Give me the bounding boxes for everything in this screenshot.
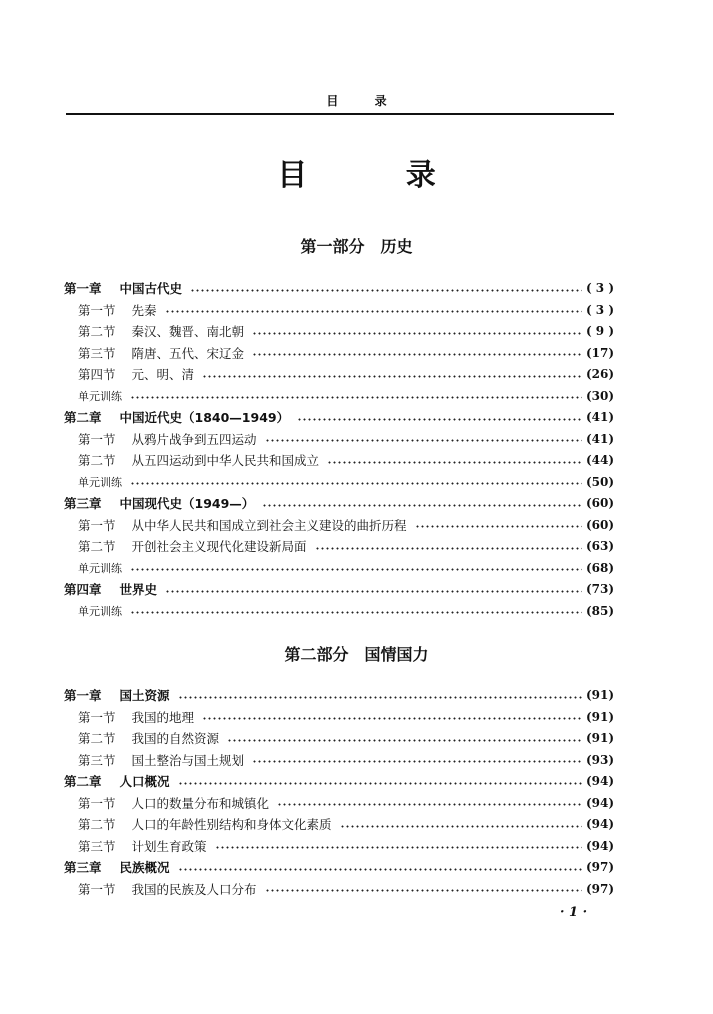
toc-entry-section[interactable] — [78, 836, 614, 856]
toc-entry-title: 单元训练 — [78, 389, 122, 403]
toc-entry-label: 第三节 — [78, 752, 116, 768]
toc-entry-title: 开创社会主义现代化建设新局面 — [131, 539, 307, 554]
toc-entry-label: 第一章 — [64, 688, 102, 703]
toc-entry-section[interactable] — [78, 300, 614, 320]
toc-entry-unit[interactable] — [78, 558, 614, 578]
toc-entry-page: (63) — [585, 539, 614, 553]
toc-entry-section[interactable] — [78, 707, 614, 727]
toc-entry-section[interactable] — [78, 793, 614, 813]
dot-leader — [277, 803, 582, 806]
toc-entry-label: 第三节 — [78, 345, 116, 361]
toc-entry-label: 第一节 — [78, 709, 116, 725]
dot-leader — [130, 568, 582, 571]
dot-leader — [165, 590, 582, 593]
toc-entry-title: 民族概况 — [119, 860, 170, 875]
dot-leader — [297, 418, 582, 421]
dot-leader — [315, 547, 582, 550]
part-title-text: 国情国力 — [364, 645, 429, 664]
toc-entry-title: 先秦 — [131, 302, 157, 318]
dot-leader — [215, 846, 582, 849]
part-heading-1 — [0, 234, 713, 257]
dot-leader — [165, 310, 582, 313]
dot-leader — [265, 439, 582, 442]
toc-entry-page: (93) — [585, 752, 614, 767]
toc-entry-page: (60) — [585, 496, 614, 510]
toc-entry-label: 第一章 — [64, 281, 102, 296]
toc-entry-page: (17) — [585, 345, 614, 360]
header-rule — [66, 113, 614, 115]
dot-leader — [178, 696, 582, 699]
toc-entry-title: 人口的年龄性别结构和身体文化素质 — [131, 817, 332, 832]
dot-leader — [202, 375, 582, 378]
toc-entry-title: 元、明、清 — [131, 367, 195, 382]
toc-entry-title: 从鸦片战争到五四运动 — [131, 431, 257, 447]
page-number: · 1 · — [560, 905, 588, 920]
toc-entry-page: (97) — [585, 881, 614, 896]
toc-entry-unit[interactable] — [78, 472, 614, 492]
toc-entry-label: 第一节 — [78, 431, 116, 447]
dot-leader — [265, 889, 582, 892]
toc-entry-title: 单元训练 — [78, 604, 122, 618]
toc-entry-title: 我国的民族及人口分布 — [131, 881, 257, 897]
toc-entry-section[interactable] — [78, 750, 614, 770]
toc-entry-section[interactable] — [78, 450, 614, 470]
toc-entry-unit[interactable] — [78, 386, 614, 406]
toc-entry-title: 国土整治与国土规划 — [131, 752, 245, 768]
toc-entry-label: 第一节 — [78, 302, 116, 318]
toc-entry-title: 单元训练 — [78, 561, 122, 575]
toc-entry-section[interactable] — [78, 515, 614, 535]
toc-entry-section[interactable] — [78, 536, 614, 556]
toc-entry-chapter[interactable] — [64, 771, 614, 791]
toc-entry-title: 隋唐、五代、宋辽金 — [131, 345, 245, 361]
toc-entry-page: (68) — [585, 560, 614, 575]
dot-leader — [178, 782, 582, 785]
toc-entry-section[interactable] — [78, 728, 614, 748]
toc-entry-label: 第一节 — [78, 795, 116, 811]
toc-entry-title: 从中华人民共和国成立到社会主义建设的曲折历程 — [131, 517, 407, 533]
toc-entry-section[interactable] — [78, 364, 614, 384]
running-head: 目 录 — [326, 94, 403, 108]
dot-leader — [227, 739, 582, 742]
toc-entry-page: (91) — [585, 731, 614, 745]
toc-entry-page: (44) — [585, 453, 614, 467]
toc-entry-chapter[interactable] — [64, 493, 614, 513]
dot-leader — [415, 525, 582, 528]
toc-entry-page: (91) — [585, 709, 614, 724]
toc-entry-label: 第三章 — [64, 496, 102, 511]
dot-leader — [252, 332, 582, 335]
toc-entry-label: 第一节 — [78, 881, 116, 897]
toc-entry-section[interactable] — [78, 321, 614, 341]
toc-entry-label: 第四节 — [78, 367, 116, 382]
dot-leader — [327, 461, 582, 464]
toc-entry-chapter[interactable] — [64, 579, 614, 599]
toc-entry-page: (94) — [585, 838, 614, 853]
toc-entry-page: (26) — [585, 367, 614, 381]
toc-entry-title: 单元训练 — [78, 475, 122, 489]
toc-entry-page: (50) — [585, 474, 614, 489]
toc-entry-title: 国土资源 — [119, 688, 170, 703]
toc-entry-label: 第一节 — [78, 517, 116, 533]
toc-entry-label: 第二章 — [64, 410, 102, 425]
toc-entry-page: (91) — [585, 688, 614, 702]
toc-entry-page: (97) — [585, 860, 614, 874]
toc-entry-title: 我国的地理 — [131, 709, 195, 725]
toc-entry-page: (41) — [585, 410, 614, 424]
dot-leader — [262, 504, 582, 507]
toc-entry-page: (85) — [585, 603, 614, 618]
toc-entry-label: 第二节 — [78, 324, 116, 339]
toc-entry-title: 人口的数量分布和城镇化 — [131, 795, 270, 811]
dot-leader — [130, 482, 582, 485]
toc-entry-section[interactable] — [78, 814, 614, 834]
toc-entry-label: 第二章 — [64, 774, 102, 789]
toc-entry-title: 人口概况 — [119, 774, 170, 789]
toc-entry-unit[interactable] — [78, 601, 614, 621]
part-label: 第一部分 — [300, 237, 365, 256]
part-label: 第二部分 — [284, 645, 349, 664]
toc-entry-page: (60) — [585, 517, 614, 532]
toc-entry-label: 第三章 — [64, 860, 102, 875]
toc-entry-label: 第三节 — [78, 838, 116, 854]
toc-entry-label: 第四章 — [64, 582, 102, 597]
toc-entry-page: (94) — [585, 817, 614, 831]
toc-entry-section[interactable] — [78, 343, 614, 363]
toc-entry-title: 中国古代史 — [119, 281, 183, 296]
toc-entry-label: 第二节 — [78, 731, 116, 746]
toc-entry-section[interactable] — [78, 429, 614, 449]
dot-leader — [252, 760, 582, 763]
toc-entry-label: 第二节 — [78, 453, 116, 468]
toc-entry-chapter[interactable] — [64, 278, 614, 298]
dot-leader — [130, 396, 582, 399]
toc-entry-chapter[interactable] — [64, 407, 614, 427]
toc-entry-page: (73) — [585, 582, 614, 596]
dot-leader — [130, 611, 582, 614]
toc-entry-page: (94) — [585, 774, 614, 788]
toc-entry-title: 世界史 — [119, 582, 158, 597]
toc-entry-title: 计划生育政策 — [131, 838, 207, 854]
part-heading-2 — [0, 642, 713, 665]
toc-entry-title: 中国近代史（1840—1949） — [119, 410, 290, 425]
toc-entry-chapter[interactable] — [64, 685, 614, 705]
toc-entry-title: 从五四运动到中华人民共和国成立 — [131, 453, 320, 468]
toc-entry-page: (30) — [585, 388, 614, 403]
toc-entry-title: 中国现代史（1949—） — [119, 496, 255, 511]
dot-leader — [252, 353, 582, 356]
toc-entry-chapter[interactable] — [64, 857, 614, 877]
dot-leader — [190, 289, 582, 292]
toc-entry-page: ( 3 ) — [585, 302, 614, 317]
toc-entry-section[interactable] — [78, 879, 614, 899]
toc-entry-title: 秦汉、魏晋、南北朝 — [131, 324, 245, 339]
page-title: 目 录 — [277, 158, 480, 193]
dot-leader — [340, 825, 582, 828]
toc-entry-title: 我国的自然资源 — [131, 731, 220, 746]
toc-entry-page: ( 3 ) — [585, 281, 614, 295]
toc-entry-page: (41) — [585, 431, 614, 446]
toc-entry-page: (94) — [585, 795, 614, 810]
part-title-text: 历史 — [380, 237, 413, 256]
dot-leader — [178, 868, 582, 871]
toc-entry-label: 第二节 — [78, 817, 116, 832]
toc-entry-page: ( 9 ) — [585, 324, 614, 338]
dot-leader — [202, 717, 582, 720]
toc-entry-label: 第二节 — [78, 539, 116, 554]
